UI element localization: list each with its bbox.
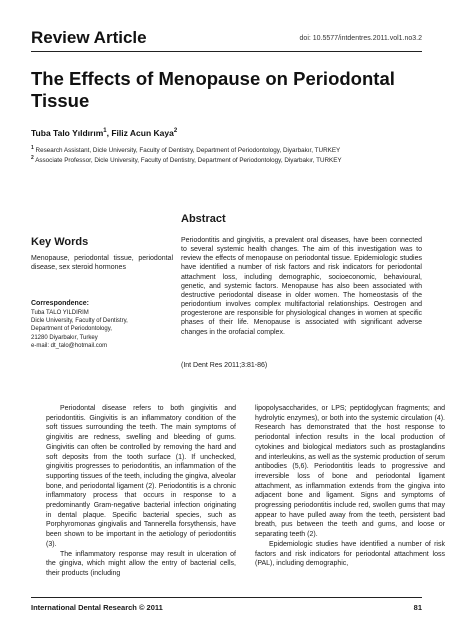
abstract-text: Periodontitis and gingivitis, a prevalent oral diseases, have been connected to several systemic health changes. The aim of this investigation was to review the effects of menopause on periodontal tissue. Epidemiologic studies have identified a number of risk factors and risk indicators for periodontal attachment loss, including demographic, socioeconomic, behavioural, genetic, and systemic factors. Menopause has also been associated with destructive periodontal disease in older women. The homeostasis of the periodontium involves complex multifactorial relationships. Oestrogen and progesterone are responsible for physiological changes in women at specific phases of their life. Menopause is associated with significant adverse changes in the orofacial complex.: [181, 237, 422, 336]
affiliation-marker: 2: [31, 155, 34, 161]
page-number: 81: [413, 603, 422, 612]
section-label: Review Article: [31, 28, 147, 47]
body-paragraph: The inflammatory response may result in ulceration of the gingiva, which might allow the entry of bacterial cells, their products (including: [46, 550, 236, 577]
citation: (Int Dent Res 2011;3:81-86): [181, 362, 268, 369]
author-affiliation-marker: 1: [103, 128, 107, 135]
correspondence-block: [31, 309, 128, 350]
author-affiliation-marker: 2: [173, 128, 178, 135]
correspondence-heading: Correspondence:: [31, 300, 89, 307]
keywords-heading: Key Words: [31, 236, 89, 248]
footer-divider: [31, 597, 422, 598]
affiliation-text: Research Assistant, Dicle University, Faculty of Dentistry, Department of Periodontology, Diyarbakır, TURKEY: [35, 147, 341, 155]
body-paragraph: Periodontal disease refers to both gingivitis and periodontitis. Gingivitis is an inflammatory condition of the soft tissues surrounding the teeth. The main symptoms of gingivitis are redness, swelling and bleeding of gums. Gingivitis can often be controlled by removing the hard and soft deposits from the tooth surface (1). If unchecked, gingivitis progresses to periodontitis, an inflammation of the supporting tissues of the teeth, including the gingiva, alveolar bone, and periodontal ligament (2). Periodontitis is a chronic inflammatory process that occurs in response to a predominantly Gram-negative bacterial infection originating in dental plaque. Specific bacterial species, such as Porphyromonas gingivalis and Tannerella forsythensis, have been shown to be important in the aetiology of periodontitis (3).: [46, 405, 236, 548]
author-list: [31, 128, 177, 138]
body-paragraph: lipopolysaccharides, or LPS; peptidoglycan fragments; and hydrolytic enzymes), or both into the systemic circulation (4). Research has demonstrated that the host response to periodontal infection results in the local production of cytokines and biological mediators such as prostaglandins and interleukins, as well as the systemic production of serum antibodies (5,6). Periodontitis leads to progressive and irreversible loss of bone and periodontal ligament attachment, as inflammation extends from the gingiva into adjacent bone and ligament. Signs and symptoms of progressing periodontitis include red, swollen gums that may appear to have pulled away from the teeth, persistent bad breath, pus between the teeth and gums, and loose or separating teeth (2).: [255, 405, 445, 539]
correspondence-address-line: 21280 Diyarbakır, Turkey: [31, 334, 98, 341]
doi-link[interactable]: doi: 10.5577/intdentres.2011.vol1.no3.2: [299, 35, 422, 42]
keywords-text: Menopause, periodontal tissue, periodontal disease, sex steroid hormones: [31, 255, 173, 272]
body-column-left: [46, 404, 236, 579]
affiliation-marker: 1: [31, 145, 34, 151]
header-divider: [31, 51, 422, 52]
article-title: The Effects of Menopause on Periodontal Tissue: [31, 68, 395, 111]
body-paragraph: Epidemiologic studies have identified a number of risk factors and risk indicators for periodontal attachment loss (PAL), including demographic,: [255, 540, 445, 568]
footer-journal: International Dental Research © 2011: [31, 603, 163, 612]
affiliation-1: [31, 145, 340, 154]
affiliation-2: [31, 155, 342, 164]
author-name: Tuba Talo Yıldırım: [31, 128, 104, 138]
correspondence-address-line: Department of Periodontology,: [31, 326, 112, 333]
correspondence-name: Tuba TALO YILDIRIM: [31, 310, 89, 316]
correspondence-email[interactable]: e-mail: dt_talo@hotmail.com: [31, 342, 108, 349]
affiliation-text: Associate Professor, Dicle University, Faculty of Dentistry, Department of Periodontology, Diyarbakır, TURKEY: [35, 157, 342, 165]
correspondence-address-line: Dicle University, Faculty of Dentistry,: [31, 318, 128, 325]
author-name: Filiz Acun Kaya: [111, 128, 174, 138]
body-column-right: [255, 404, 445, 569]
abstract-heading: Abstract: [181, 213, 226, 225]
author-separator: ,: [106, 128, 112, 138]
